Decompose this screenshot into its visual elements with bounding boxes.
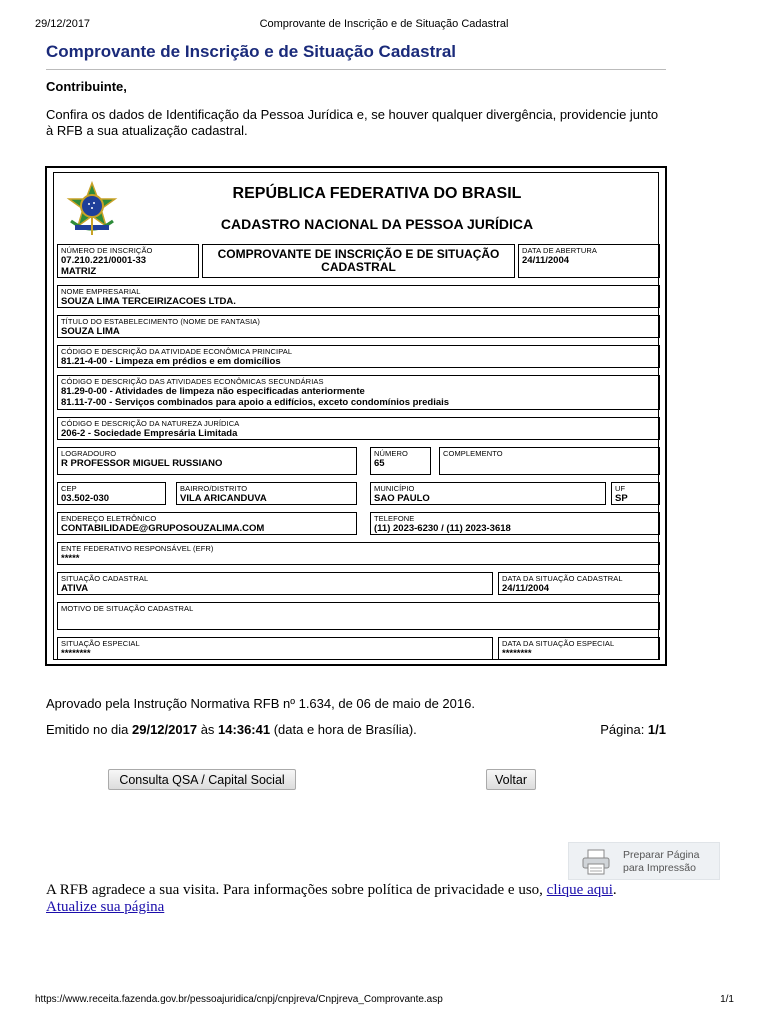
field-label: ENTE FEDERATIVO RESPONSÁVEL (EFR)	[61, 544, 214, 553]
field-situacao-especial	[57, 637, 493, 660]
field-label: TÍTULO DO ESTABELECIMENTO (NOME DE FANTASIA)	[61, 317, 261, 326]
field-label: BAIRRO/DISTRITO	[180, 484, 248, 493]
field-label: CEP	[61, 484, 77, 493]
field-value: 24/11/2004	[522, 255, 570, 266]
field-value: *****	[61, 553, 80, 564]
field-abertura	[518, 244, 660, 278]
field-label: TELEFONE	[374, 514, 415, 523]
thanks-message: A RFB agradece a sua visita. Para informações sobre política de privacidade e uso,	[46, 882, 547, 898]
field-motivo	[57, 602, 660, 630]
field-value: ATIVA	[61, 583, 89, 594]
emitted-date: 29/12/2017	[132, 722, 198, 737]
certificate-inner	[53, 172, 659, 660]
field-inscricao	[57, 244, 199, 278]
heading-cnpj: CADASTRO NACIONAL DA PESSOA JURÍDICA	[220, 216, 534, 232]
field-label: CÓDIGO E DESCRIÇÃO DAS ATIVIDADES ECONÔMICAS SECUNDÁRIAS	[61, 377, 324, 386]
thanks-text	[46, 882, 617, 899]
print-label	[623, 849, 699, 875]
page-indicator	[560, 722, 666, 738]
intro-text: Confira os dados de Identificação da Pessoa Jurídica e, se houver qualquer divergência, providencie junto à RFB a sua atualização cadastral.	[46, 107, 659, 138]
heading-republic: REPÚBLICA FEDERATIVA DO BRASIL	[232, 185, 522, 202]
field-municipio	[370, 482, 606, 505]
print-url: https://www.receita.fazenda.gov.br/pessoajuridica/cnpj/cnpjreva/Cnpjreva_Comprovante.asp	[35, 994, 443, 1005]
emitted-time: 14:36:41	[218, 722, 271, 737]
field-value: VILA ARICANDUVA	[180, 493, 267, 504]
field-label: CÓDIGO E DESCRIÇÃO DA NATUREZA JURÍDICA	[61, 419, 240, 428]
print-tab-title: Comprovante de Inscrição e de Situação Cadastral	[259, 18, 509, 30]
field-value: 24/11/2004	[502, 583, 550, 594]
field-value: 65	[374, 458, 385, 469]
print-label-line2: para Impressão	[623, 862, 696, 874]
field-efr	[57, 542, 660, 565]
emitted-mid: às	[197, 722, 219, 737]
field-email	[57, 512, 357, 535]
field-data-especial	[498, 637, 660, 660]
page-value: 1/1	[647, 722, 666, 737]
field-label: MOTIVO DE SITUAÇÃO CADASTRAL	[61, 604, 194, 613]
field-value: 81.21-4-00 - Limpeza em prédios e em domicílios	[61, 356, 281, 367]
field-uf	[611, 482, 660, 505]
field-label: UF	[615, 484, 626, 493]
field-value: 206-2 - Sociedade Empresária Limitada	[61, 428, 238, 439]
field-label: DATA DA SITUAÇÃO ESPECIAL	[502, 639, 615, 648]
field-bairro	[176, 482, 357, 505]
field-value: 81.29-0-00 - Atividades de limpeza não especificadas anteriormente	[61, 386, 365, 397]
field-value: SOUZA LIMA TERCEIRIZACOES LTDA.	[61, 296, 236, 307]
field-value: ********	[502, 648, 532, 659]
field-label: LOGRADOURO	[61, 449, 117, 458]
field-numero	[370, 447, 431, 475]
field-situacao-cadastral	[57, 572, 493, 595]
field-value: R PROFESSOR MIGUEL RUSSIANO	[61, 458, 223, 469]
field-label: DATA DE ABERTURA	[522, 246, 597, 255]
field-complemento	[439, 447, 660, 475]
field-value: (11) 2023-6230 / (11) 2023-3618	[374, 523, 511, 534]
field-label: SITUAÇÃO ESPECIAL	[61, 639, 140, 648]
title-divider	[46, 69, 666, 70]
field-sub: MATRIZ	[61, 266, 97, 277]
field-value: SAO PAULO	[374, 493, 430, 504]
page-title: Comprovante de Inscrição e de Situação Cadastral	[46, 42, 457, 61]
print-page-count: 1/1	[720, 994, 734, 1005]
field-label: CÓDIGO E DESCRIÇÃO DA ATIVIDADE ECONÔMICA PRINCIPAL	[61, 347, 293, 356]
field-data-situacao	[498, 572, 660, 595]
field-nome-empresarial	[57, 285, 660, 308]
field-label: COMPLEMENTO	[443, 449, 503, 458]
print-label-line1: Preparar Página	[623, 849, 700, 861]
back-button[interactable]: Voltar	[486, 769, 536, 790]
field-label: DATA DA SITUAÇÃO CADASTRAL	[502, 574, 623, 583]
field-label: ENDEREÇO ELETRÔNICO	[61, 514, 157, 523]
field-label: SITUAÇÃO CADASTRAL	[61, 574, 149, 583]
field-value: 81.11-7-00 - Serviços combinados para apoio a edifícios, exceto condomínios prediais	[61, 397, 450, 408]
field-value: SOUZA LIMA	[61, 326, 120, 337]
field-label: NÚMERO	[374, 449, 408, 458]
emitted-text	[46, 722, 417, 738]
refresh-page-link[interactable]: Atualize sua página	[46, 899, 165, 915]
field-label: MUNICÍPIO	[374, 484, 415, 493]
field-value: 07.210.221/0001-33	[61, 255, 147, 266]
certificate-card	[45, 166, 667, 666]
field-logradouro	[57, 447, 357, 475]
field-label: NÚMERO DE INSCRIÇÃO	[61, 246, 153, 255]
emitted-suffix: (data e hora de Brasília).	[270, 722, 417, 737]
field-label: NOME EMPRESARIAL	[61, 287, 141, 296]
field-atividades-secundarias	[57, 375, 660, 410]
printer-icon	[581, 849, 611, 875]
field-telefone	[370, 512, 660, 535]
emitted-prefix: Emitido no dia	[46, 722, 132, 737]
field-value: 03.502-030	[61, 493, 110, 504]
field-cep	[57, 482, 166, 505]
greeting: Contribuinte,	[46, 79, 127, 94]
field-value: SP	[615, 493, 628, 504]
page-label: Página:	[600, 722, 648, 737]
thanks-end: .	[612, 882, 617, 898]
prepare-print-button[interactable]	[568, 842, 720, 880]
print-date: 29/12/2017	[35, 18, 91, 30]
document-title: COMPROVANTE DE INSCRIÇÃO E DE SITUAÇÃO CADASTRAL	[202, 244, 515, 278]
field-atividade-principal	[57, 345, 660, 368]
field-value: CONTABILIDADE@GRUPOSOUZALIMA.COM	[61, 523, 265, 534]
privacy-link[interactable]: clique aqui	[546, 882, 613, 898]
field-nome-fantasia	[57, 315, 660, 338]
field-value: ********	[61, 648, 91, 659]
approval-text: Aprovado pela Instrução Normativa RFB nº 1.634, de 06 de maio de 2016.	[46, 696, 475, 711]
field-natureza-juridica	[57, 417, 660, 440]
consulta-qsa-button[interactable]: Consulta QSA / Capital Social	[108, 769, 296, 790]
